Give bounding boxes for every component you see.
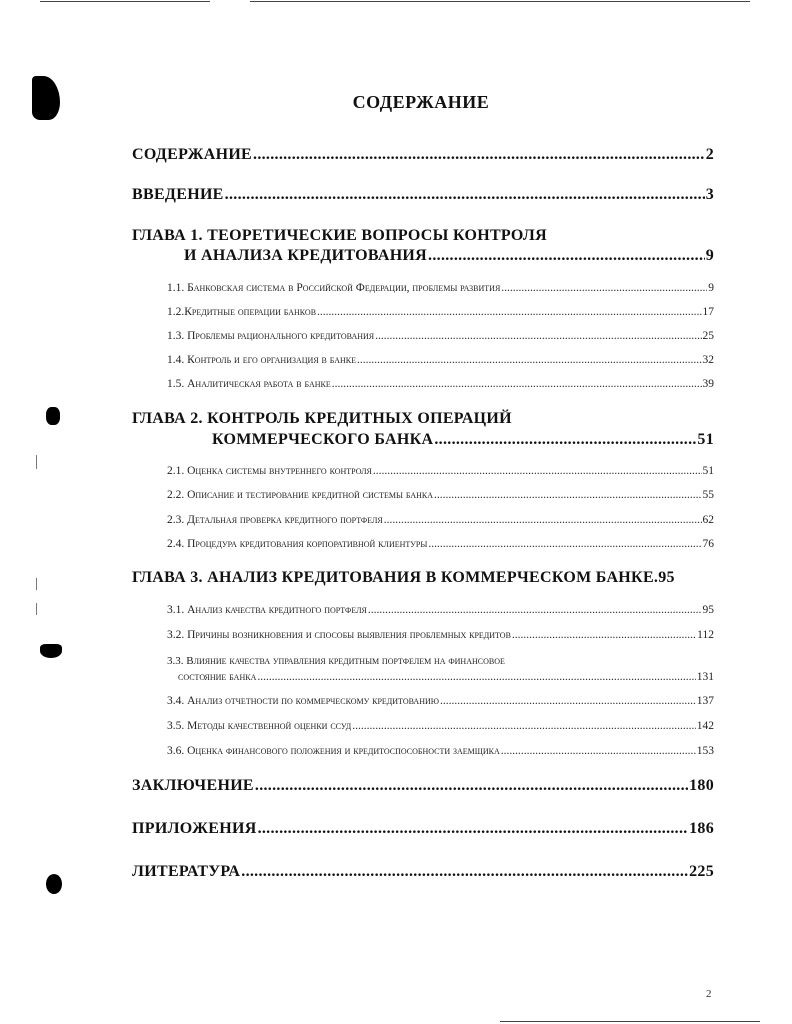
toc-entry-introduction[interactable] (132, 186, 714, 204)
toc-entry-page: 9 (705, 247, 714, 264)
scan-edge-bottom (500, 1021, 760, 1022)
toc-entry-title: ГЛАВА 3. АНАЛИЗ КРЕДИТОВАНИЯ В КОММЕРЧЕСКОМ БАНКЕ. (132, 569, 659, 586)
toc-subentry-title: 3.2. Причины возникновения и способы выявления проблемных кредитов (167, 629, 511, 641)
leader-dots (384, 514, 702, 526)
toc-entry-page: 225 (689, 863, 714, 880)
toc-subentry[interactable] (167, 695, 714, 707)
toc-subentry[interactable] (167, 465, 714, 477)
toc-subentry[interactable] (167, 604, 714, 616)
leader-dots (357, 354, 701, 366)
chapter-1-title-line1: ГЛАВА 1. ТЕОРЕТИЧЕСКИЕ ВОПРОСЫ КОНТРОЛЯ (132, 227, 547, 244)
toc-subentry-title: 1.2.Кредитные операции банков (167, 306, 317, 318)
leader-dots (428, 538, 701, 550)
toc-subentry-page: 153 (696, 745, 714, 757)
leader-dots (512, 629, 696, 641)
toc-subentry-page: 17 (702, 306, 714, 318)
page-number: 2 (706, 988, 712, 1000)
toc-subentry-title: 1.3. Проблемы рационального кредитования (167, 330, 375, 342)
toc-entry-title: ПРИЛОЖЕНИЯ (132, 820, 257, 837)
toc-subentry-page: 25 (702, 330, 714, 342)
scan-edge-top-right (250, 1, 750, 2)
leader-dots (440, 695, 696, 707)
scan-blot-small (40, 644, 62, 658)
toc-subentry-title-line1: 3.3. Влияние качества управления кредитным портфелем на финансовое (167, 655, 505, 667)
toc-entry-literature[interactable] (132, 863, 714, 881)
toc-subentry[interactable] (167, 745, 714, 757)
leader-dots (253, 146, 705, 164)
toc-subentry[interactable] (167, 538, 714, 550)
toc-subentry-page: 32 (702, 354, 714, 366)
toc-subentry-page: 112 (697, 629, 714, 641)
toc-subentry-page: 39 (702, 378, 714, 390)
toc-subentry-page: 62 (702, 514, 714, 526)
toc-entry-chapter-1[interactable] (184, 247, 714, 265)
toc-subentry-title: 3.4. Анализ отчетности по коммерческому кредитованию (167, 695, 439, 707)
leader-dots (332, 378, 702, 390)
leader-dots (501, 282, 707, 294)
toc-entry-contents[interactable] (132, 146, 714, 164)
toc-entry-conclusion[interactable] (132, 777, 714, 795)
page-title: СОДЕРЖАНИЕ (352, 92, 490, 112)
leader-dots (434, 489, 701, 501)
scan-edge-top-left (40, 1, 210, 2)
toc-subentry-title: 3.1. Анализ качества кредитного портфеля (167, 604, 367, 616)
toc-entry-title: ВВЕДЕНИЕ (132, 186, 224, 203)
toc-subentry-page: 137 (696, 695, 714, 707)
toc-subentry[interactable] (167, 282, 714, 294)
toc-entry-title: ЗАКЛЮЧЕНИЕ (132, 777, 254, 794)
scan-tick (36, 578, 37, 590)
toc-subentry-page: 55 (702, 489, 714, 501)
toc-subentry-page: 76 (702, 538, 714, 550)
toc-entry-chapter-2[interactable] (212, 431, 714, 449)
toc-subentry[interactable] (167, 378, 714, 390)
toc-subentry-title: 2.4. Процедура кредитования корпоративной клиентуры (167, 538, 428, 550)
toc-entry-page: 180 (689, 777, 714, 794)
toc-subentry-page: 51 (702, 465, 714, 477)
toc-subentry-title: 2.1. Оценка системы внутреннего контроля (167, 465, 372, 477)
toc-subentry-title: 3.5. Методы качественной оценки ссуд (167, 720, 352, 732)
leader-dots (428, 247, 705, 265)
toc-subentry-title: 2.3. Детальная проверка кредитного портфеля (167, 514, 383, 526)
toc-entry-chapter-3[interactable] (132, 569, 714, 587)
toc-entry-page: 51 (697, 431, 714, 448)
leader-dots (368, 604, 702, 616)
toc-subentry-page: 95 (702, 604, 714, 616)
leader-dots (241, 863, 688, 881)
toc-subentry-title: 1.4. Контроль и его организация в банке (167, 354, 357, 366)
toc-entry-page: 95 (658, 569, 675, 586)
toc-subentry[interactable] (167, 629, 714, 641)
toc-entry-title: И АНАЛИЗА КРЕДИТОВАНИЯ (184, 247, 428, 264)
toc-subentry[interactable] (167, 489, 714, 501)
toc-entry-page: 2 (705, 146, 714, 163)
scan-tick (36, 603, 37, 615)
leader-dots (375, 330, 701, 342)
toc-subentry[interactable] (167, 720, 714, 732)
toc-entry-title: ЛИТЕРАТУРА (132, 863, 241, 880)
leader-dots (373, 465, 702, 477)
chapter-2-title-line1: ГЛАВА 2. КОНТРОЛЬ КРЕДИТНЫХ ОПЕРАЦИЙ (132, 410, 512, 427)
leader-dots (225, 186, 705, 204)
toc-subentry[interactable] (167, 514, 714, 526)
toc-subentry-title: 1.1. Банковская система в Российской Федерации, проблемы развития (167, 282, 501, 294)
toc-subentry-title: 1.5. Аналитическая работа в банке (167, 378, 331, 390)
toc-subentry[interactable] (167, 330, 714, 342)
toc-subentry[interactable] (167, 354, 714, 366)
leader-dots (257, 671, 695, 683)
toc-subentry-wrapped[interactable] (178, 671, 714, 683)
leader-dots (352, 720, 696, 732)
toc-entry-page: 186 (689, 820, 714, 837)
toc-entry-page: 3 (705, 186, 714, 203)
leader-dots (317, 306, 701, 318)
toc-subentry[interactable] (167, 306, 714, 318)
toc-subentry-page: 131 (696, 671, 714, 683)
toc-subentry-title: состояние банка (178, 671, 257, 683)
toc-subentry-page: 142 (696, 720, 714, 732)
toc-entry-title: СОДЕРЖАНИЕ (132, 146, 253, 163)
leader-dots (258, 820, 689, 838)
toc-entry-appendices[interactable] (132, 820, 714, 838)
toc-subentry-page: 9 (708, 282, 714, 294)
toc-entry-title: КОММЕРЧЕСКОГО БАНКА (212, 431, 434, 448)
scan-tick (36, 455, 37, 469)
toc-subentry-title: 2.2. Описание и тестирование кредитной системы банка (167, 489, 434, 501)
leader-dots (255, 777, 688, 795)
scan-blot-middle (46, 407, 60, 425)
leader-dots (434, 431, 696, 449)
scan-blot-bottom (46, 874, 62, 894)
leader-dots (501, 745, 696, 757)
toc-subentry-title: 3.6. Оценка финансового положения и кредитоспособности заемщика (167, 745, 500, 757)
